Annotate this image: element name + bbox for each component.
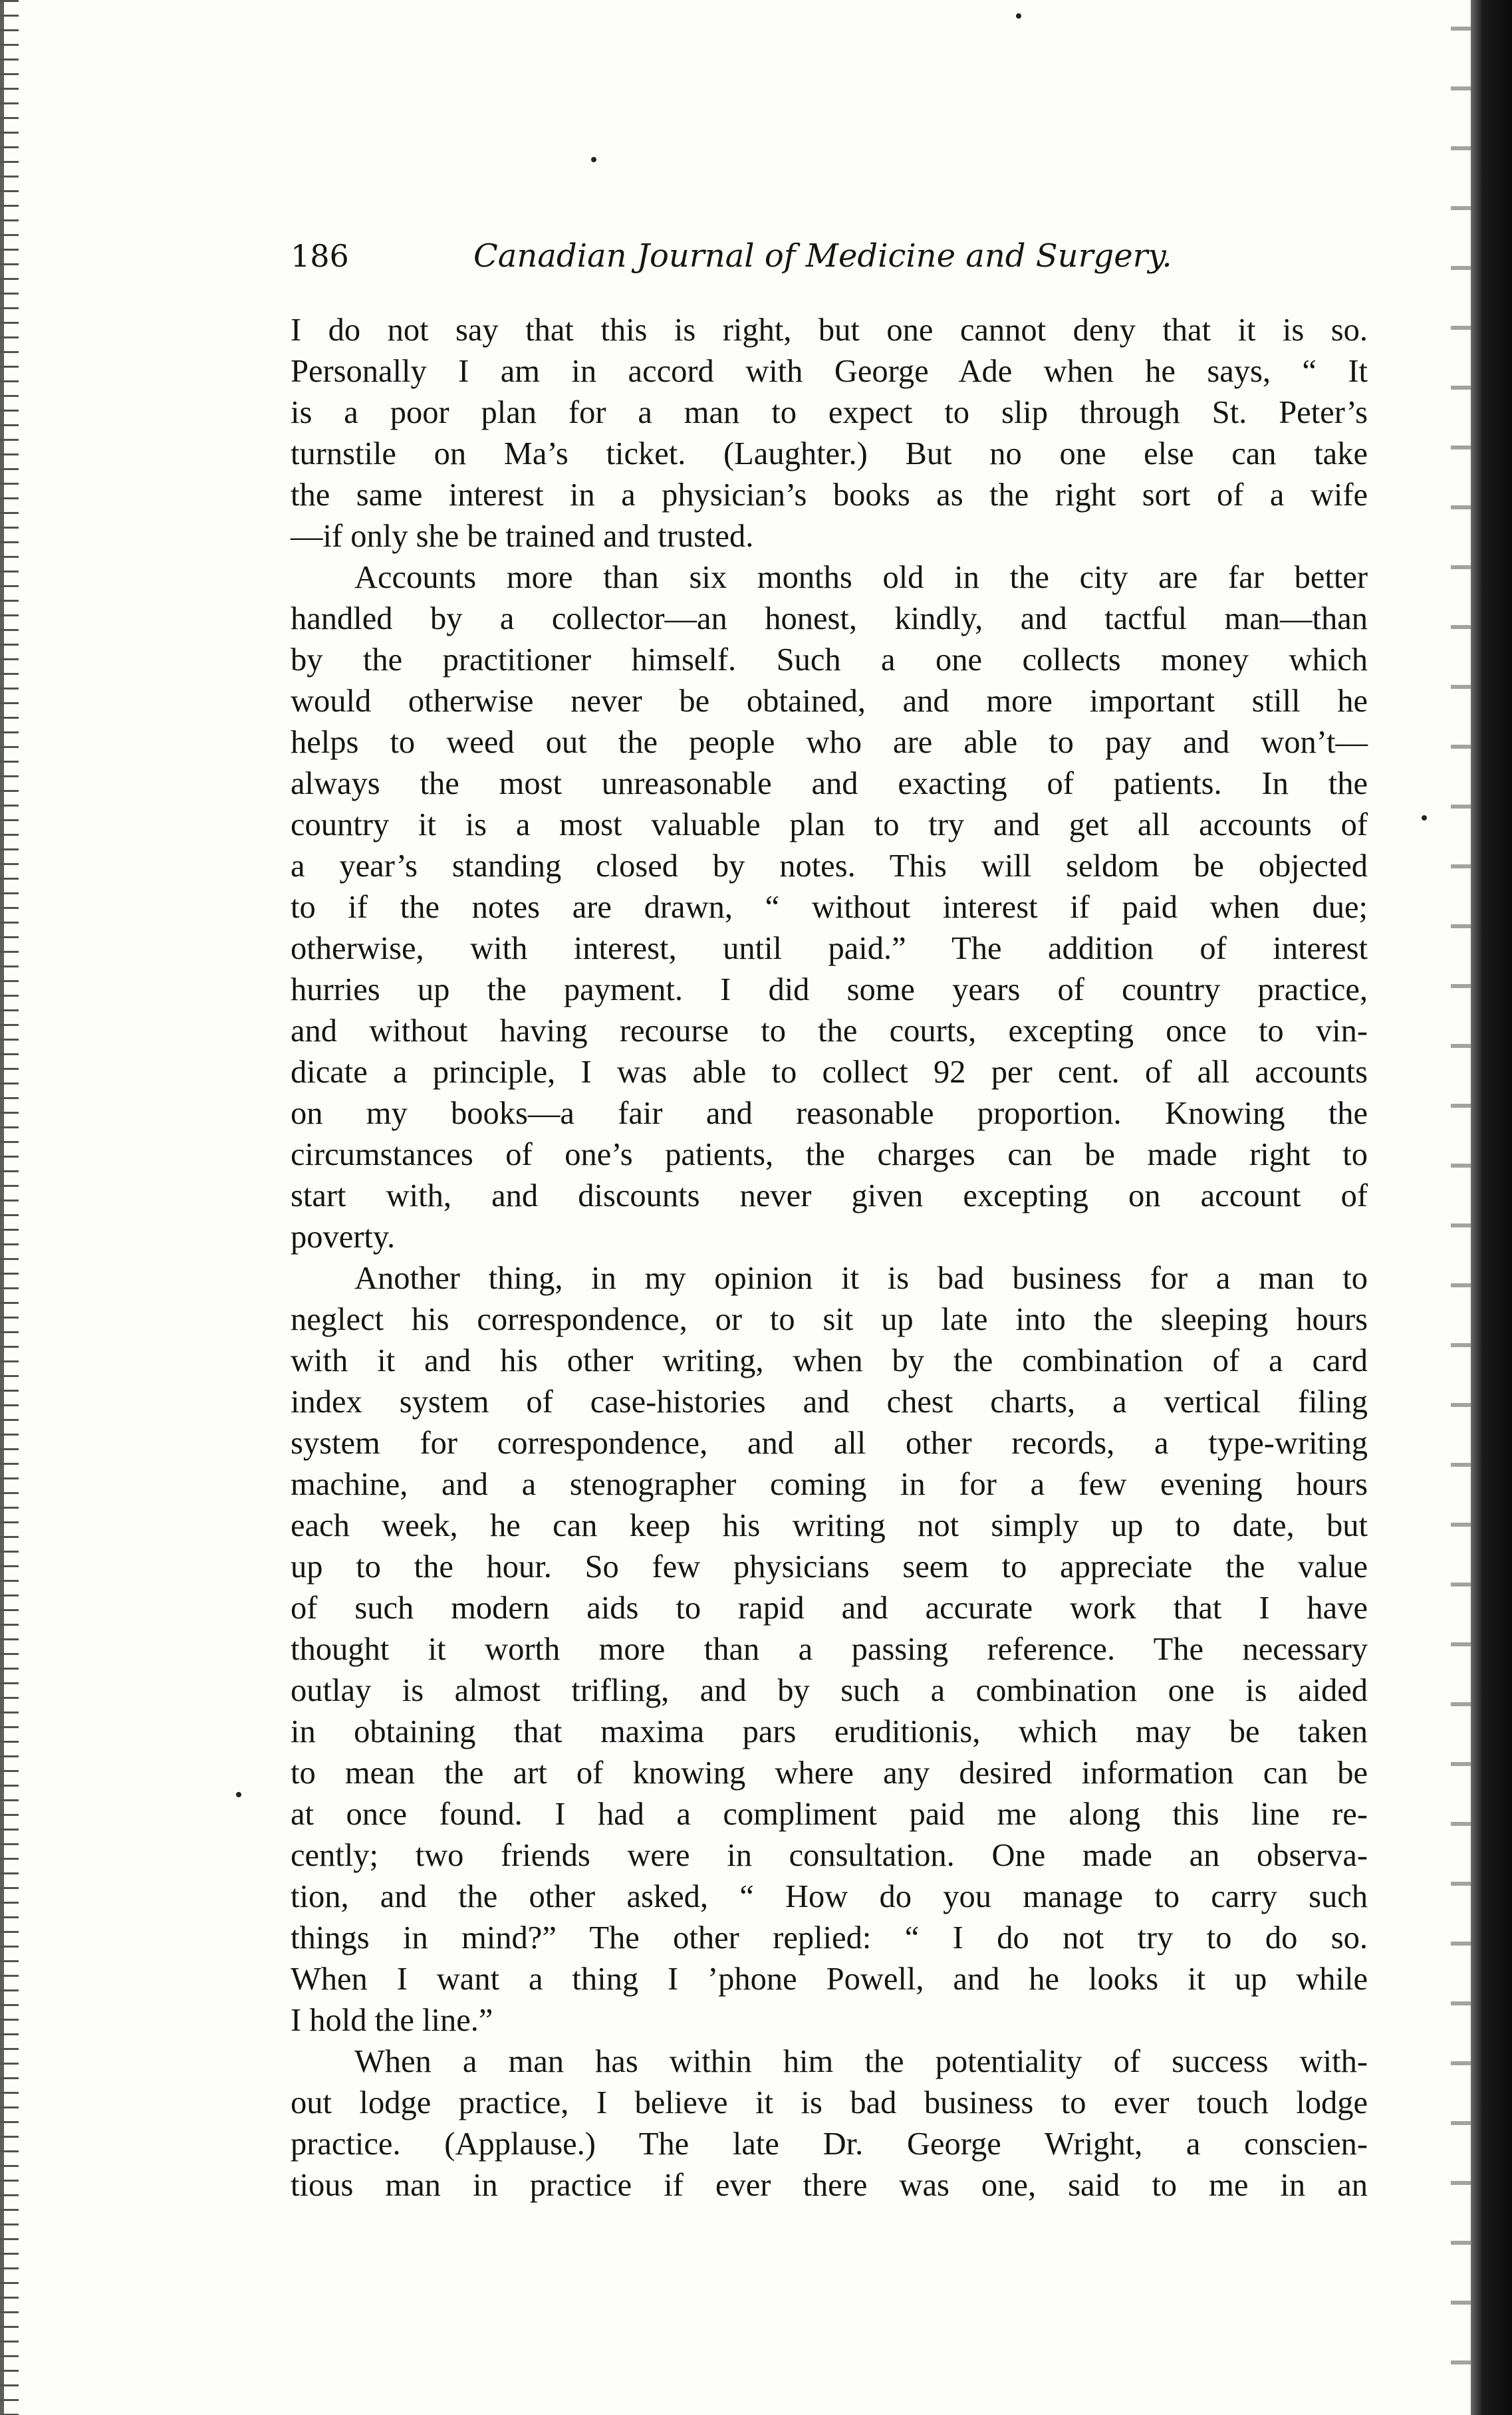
text-line: neglect his correspondence, or to sit up late into the sleeping hours xyxy=(291,1302,1368,1337)
text-line: otherwise, with interest, until paid.” The addition of interest xyxy=(291,931,1368,966)
stray-mark xyxy=(1016,13,1021,19)
text-line: on my books—a fair and reasonable proportion. Knowing the xyxy=(291,1096,1368,1131)
text-line: tion, and the other asked, “ How do you manage to carry such xyxy=(291,1879,1368,1914)
text-line: cently; two friends were in consultation. One made an observa- xyxy=(291,1838,1368,1873)
text-line: things in mind?” The other replied: “ I do not try to do so. xyxy=(291,1920,1368,1956)
text-line: tious man in practice if ever there was one, said to me in an xyxy=(291,2168,1368,2203)
text-line: thought it worth more than a passing reference. The necessary xyxy=(291,1632,1368,1667)
text-line: with it and his other writing, when by the combination of a card xyxy=(291,1343,1368,1378)
paragraph xyxy=(291,2041,1368,2206)
paragraph xyxy=(291,310,1368,557)
text-line: out lodge practice, I believe it is bad business to ever touch lodge xyxy=(291,2085,1368,2120)
text-line: Another thing, in my opinion it is bad business for a man to xyxy=(354,1261,1368,1296)
text-line: each week, he can keep his writing not simply up to date, but xyxy=(291,1508,1368,1543)
text-line: turnstile on Ma’s ticket. (Laughter.) But no one else can take xyxy=(291,436,1368,471)
text-line: always the most unreasonable and exacting of patients. In the xyxy=(291,766,1368,801)
text-line: machine, and a stenographer coming in for a few evening hours xyxy=(291,1467,1368,1502)
text-line: of such modern aids to rapid and accurate work that I have xyxy=(291,1590,1368,1626)
text-line: When a man has within him the potentiality of success with- xyxy=(354,2044,1368,2079)
text-line: up to the hour. So few physicians seem to appreciate the value xyxy=(291,1549,1368,1585)
text-line: index system of case-histories and chest charts, a vertical filing xyxy=(291,1384,1368,1420)
text-line: I hold the line.” xyxy=(291,2003,493,2038)
text-line: the same interest in a physician’s books as the right sort of a wife xyxy=(291,477,1368,513)
text-line: Accounts more than six months old in the city are far better xyxy=(354,560,1368,595)
text-line: would otherwise never be obtained, and more important still he xyxy=(291,684,1368,719)
page-number: 186 xyxy=(291,238,349,274)
text-line: and without having recourse to the courts, excepting once to vin- xyxy=(291,1013,1368,1049)
paragraph xyxy=(291,557,1368,1258)
text-line: dicate a principle, I was able to collect 92 per cent. of all accounts xyxy=(291,1055,1368,1090)
text-line: When I want a thing I ’phone Powell, and he looks it up while xyxy=(291,1962,1368,1997)
paragraph xyxy=(291,1258,1368,2041)
text-line: I do not say that this is right, but one cannot deny that it is so. xyxy=(291,313,1368,348)
text-line: in obtaining that maxima pars eruditionis, which may be taken xyxy=(291,1714,1368,1749)
right-binding-edge xyxy=(1471,0,1512,2415)
text-line: handled by a collector—an honest, kindly, and tactful man—than xyxy=(291,601,1368,636)
stray-mark xyxy=(236,1792,241,1797)
text-line: —if only she be trained and trusted. xyxy=(291,519,754,554)
text-line: at once found. I had a compliment paid me along this line re- xyxy=(291,1797,1368,1832)
text-line: circumstances of one’s patients, the charges can be made right to xyxy=(291,1137,1368,1172)
page-header xyxy=(291,229,1328,283)
text-line: is a poor plan for a man to expect to slip through St. Peter’s xyxy=(291,395,1368,430)
text-line: by the practitioner himself. Such a one collects money which xyxy=(291,642,1368,678)
left-binding-edge xyxy=(0,0,19,2415)
text-line: system for correspondence, and all other records, a type-writing xyxy=(291,1426,1368,1461)
text-line: helps to weed out the people who are able to pay and won’t— xyxy=(291,725,1368,760)
text-line: country it is a most valuable plan to try and get all accounts of xyxy=(291,807,1368,842)
text-line: outlay is almost trifling, and by such a combination one is aided xyxy=(291,1673,1368,1708)
text-line: hurries up the payment. I did some years of country practice, xyxy=(291,972,1368,1007)
stray-mark xyxy=(591,157,596,162)
text-line: to if the notes are drawn, “ without interest if paid when due; xyxy=(291,890,1368,925)
text-line: Personally I am in accord with George Ade when he says, “ It xyxy=(291,354,1368,389)
body-text xyxy=(291,310,1368,2206)
right-edge-fray xyxy=(1451,0,1471,2415)
text-line: practice. (Applause.) The late Dr. George Wright, a conscien- xyxy=(291,2126,1368,2162)
text-line: start with, and discounts never given excepting on account of xyxy=(291,1178,1368,1213)
stray-mark xyxy=(1422,815,1427,821)
running-title: Canadian Journal of Medicine and Surgery. xyxy=(473,237,1172,275)
text-line: poverty. xyxy=(291,1219,396,1255)
text-line: to mean the art of knowing where any desired information can be xyxy=(291,1755,1368,1791)
text-line: a year’s standing closed by notes. This will seldom be objected xyxy=(291,848,1368,884)
